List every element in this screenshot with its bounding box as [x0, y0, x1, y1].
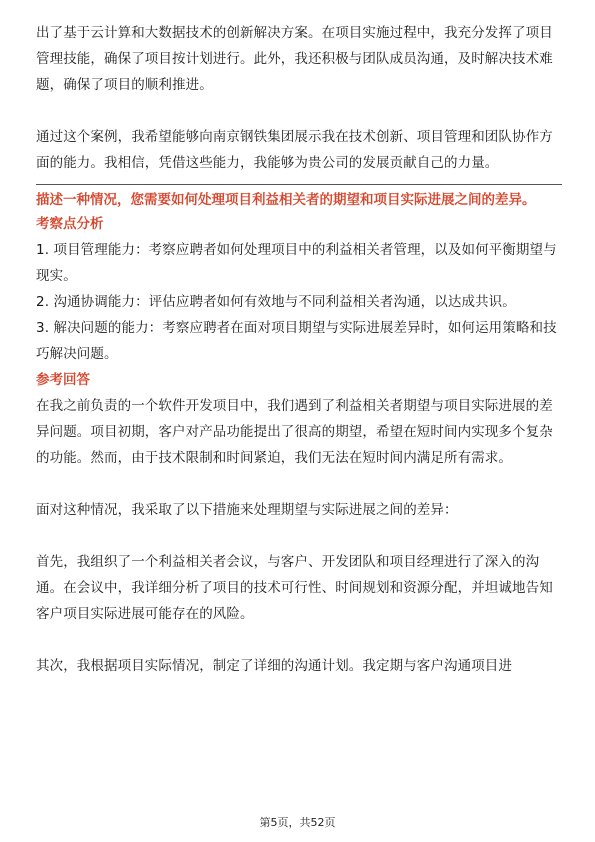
analysis-heading: 考察点分析: [36, 216, 104, 232]
section-divider: [36, 184, 562, 185]
analysis-item: 1. 项目管理能力：考察应聘者如何处理项目中的利益相关者管理，以及如何平衡期望与现实。: [36, 242, 557, 284]
body-paragraph: 出了基于云计算和大数据技术的创新解决方案。在项目实施过程中，我充分发挥了项目管理技能，确保了项目按计划进行。此外，我还积极与团队成员沟通，及时解决技术难题，确保了项目的顺利推进。: [36, 25, 553, 93]
answer-paragraph: 其次，我根据项目实际情况，制定了详细的沟通计划。我定期与客户沟通项目进: [36, 658, 512, 674]
body-paragraph: 通过这个案例，我希望能够向南京钢铁集团展示我在技术创新、项目管理和团队协作方面的能力。我相信，凭借这些能力，我能够为贵公司的发展贡献自己的力量。: [36, 129, 553, 171]
paragraph-gap: [36, 98, 562, 124]
analysis-item: 3. 解决问题的能力：考察应聘者在面对项目期望与实际进展差异时，如何运用策略和技巧解决问题。: [36, 320, 557, 362]
analysis-item: 2. 沟通协调能力：评估应聘者如何有效地与不同利益相关者沟通，以达成共识。: [36, 294, 516, 310]
paragraph-gap: [36, 627, 562, 653]
page-number: 第5页，共52页: [259, 816, 336, 829]
paragraph-gap: [36, 523, 562, 549]
answer-paragraph: 面对这种情况，我采取了以下措施来处理期望与实际进展之间的差异：: [36, 502, 458, 518]
answer-paragraph: 在我之前负责的一个软件开发项目中，我们遇到了利益相关者期望与项目实际进展的差异问题。项目初期，客户对产品功能提出了很高的期望，希望在短时间内实现多个复杂的功能。然而，由于技术限制和时间紧迫，我们无法在短时间内满足所有需求。: [36, 398, 553, 466]
paragraph-gap: [36, 471, 562, 497]
answer-paragraph: 首先，我组织了一个利益相关者会议，与客户、开发团队和项目经理进行了深入的沟通。在会议中，我详细分析了项目的技术可行性、时间规划和资源分配，并坦诚地告知客户项目实际进展可能存在的风险。: [36, 554, 553, 622]
page-content: [36, 20, 562, 679]
answer-heading: 参考回答: [36, 372, 90, 388]
question-title: 描述一种情况，您需要如何处理项目利益相关者的期望和项目实际进展之间的差异。: [36, 192, 536, 208]
